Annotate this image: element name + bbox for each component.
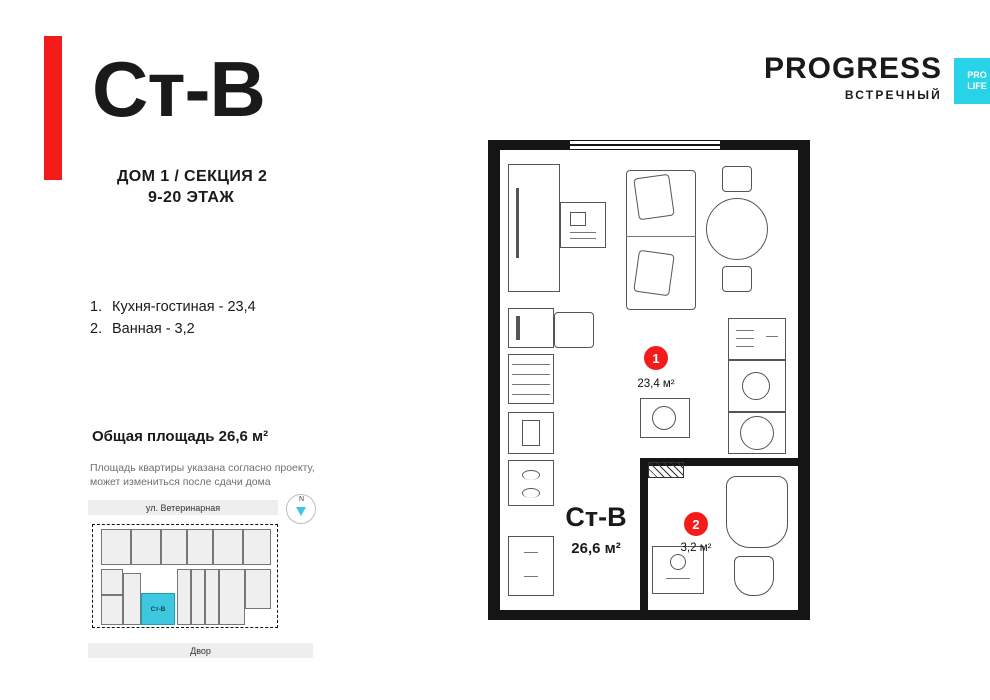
stove-burner-line	[736, 346, 754, 347]
unit-cell	[101, 595, 123, 625]
wall-bathroom-left	[640, 458, 648, 614]
wall-bottom	[488, 610, 810, 620]
wardrobe-handle	[516, 188, 519, 258]
unit-cell	[101, 529, 131, 565]
stove-burner-line	[736, 330, 754, 331]
console-line	[570, 232, 596, 233]
highlighted-unit-label: Ст-В	[150, 605, 166, 613]
floor-plan-drawing	[488, 140, 810, 620]
stove-burner-line	[736, 338, 754, 339]
sofa-split	[626, 236, 696, 237]
cabinet	[508, 308, 554, 348]
highlighted-unit[interactable]	[141, 593, 175, 625]
floor-range-label: 9-20 ЭТАЖ	[148, 189, 235, 206]
list-item	[90, 296, 256, 318]
unit-cell	[177, 569, 191, 625]
building-outline	[92, 524, 278, 628]
accent-bar	[44, 36, 62, 180]
mini-site-plan	[88, 496, 318, 656]
unit-cell	[205, 569, 219, 625]
page-title: Ст-В	[92, 45, 265, 133]
washer-drum-icon	[742, 372, 770, 400]
bathroom-sink-line	[666, 578, 690, 579]
room-1-area: 23,4 м²	[637, 378, 675, 390]
unit-cell	[161, 529, 187, 565]
plan-code-on-drawing: Ст-В	[565, 502, 627, 532]
room-2-area: 3,2 м²	[680, 542, 712, 554]
unit-cell	[101, 569, 123, 595]
room-marker-2[interactable]: 2	[684, 512, 708, 536]
stove-mark	[766, 336, 778, 337]
toilet	[734, 556, 774, 596]
sink-bowl-icon	[652, 406, 676, 430]
yard-label: Двор	[88, 643, 313, 658]
cabinet-handle	[516, 316, 520, 340]
room-number: 1.	[90, 299, 103, 315]
drawer-line	[512, 374, 550, 375]
counter-circle-icon	[740, 416, 774, 450]
console-line	[570, 238, 596, 239]
wall-right	[798, 140, 810, 620]
drawer-unit	[508, 354, 554, 404]
dining-table	[706, 198, 768, 260]
house-section-label: ДОМ 1 / СЕКЦИЯ 2	[117, 168, 268, 185]
compass-icon	[286, 494, 316, 524]
room-marker-1[interactable]: 1	[644, 346, 668, 370]
unit-cell	[243, 529, 271, 565]
stove	[728, 318, 786, 360]
street-label: ул. Ветеринарная	[88, 500, 278, 515]
hanger-icon	[522, 488, 540, 498]
compass-north-label: N	[299, 496, 305, 503]
tv-icon	[570, 212, 586, 226]
room-name: Ванная - 3,2	[112, 321, 195, 337]
compass-arrow-icon	[296, 507, 306, 516]
bathroom-sink-bowl-icon	[670, 554, 686, 570]
plan-total-area-on-drawing: 26,6 м²	[571, 540, 621, 557]
room-number: 2.	[90, 321, 103, 337]
bathtub	[726, 476, 788, 548]
unit-cell	[219, 569, 245, 625]
logo	[763, 52, 987, 102]
entry-line	[524, 576, 538, 577]
badge-line-2: LIFE	[967, 81, 987, 91]
drawer-line	[512, 394, 550, 395]
room-list	[90, 296, 256, 340]
chair	[722, 166, 752, 192]
unit-cell	[213, 529, 243, 565]
unit-cell	[123, 573, 141, 625]
list-item	[90, 318, 256, 340]
unit-cell	[191, 569, 205, 625]
drawer-line	[512, 384, 550, 385]
hanger-area	[508, 460, 554, 506]
bathroom-door	[648, 462, 684, 478]
total-area-label: Общая площадь 26,6 м²	[92, 428, 269, 445]
disclaimer-text: Площадь квартиры указана согласно проекту, может измениться после сдачи дома	[90, 462, 315, 488]
sofa-cushion	[633, 174, 674, 221]
unit-cell	[245, 569, 271, 609]
brand-subtitle: ВСТРЕЧНЫЙ	[844, 88, 942, 102]
hanger-icon	[522, 470, 540, 480]
brand-name: PROGRESS	[763, 52, 942, 85]
room-name: Кухня-гостиная - 23,4	[112, 299, 256, 315]
unit-cell	[187, 529, 213, 565]
unit-cell	[131, 529, 161, 565]
armchair	[554, 312, 594, 348]
clothes-icon	[522, 420, 540, 446]
drawer-line	[512, 364, 550, 365]
sofa-cushion	[633, 250, 674, 297]
prolife-badge	[954, 58, 990, 104]
window-glazing	[570, 144, 720, 146]
chair	[722, 266, 752, 292]
wall-left	[488, 140, 500, 620]
badge-line-1: PRO	[967, 70, 987, 80]
